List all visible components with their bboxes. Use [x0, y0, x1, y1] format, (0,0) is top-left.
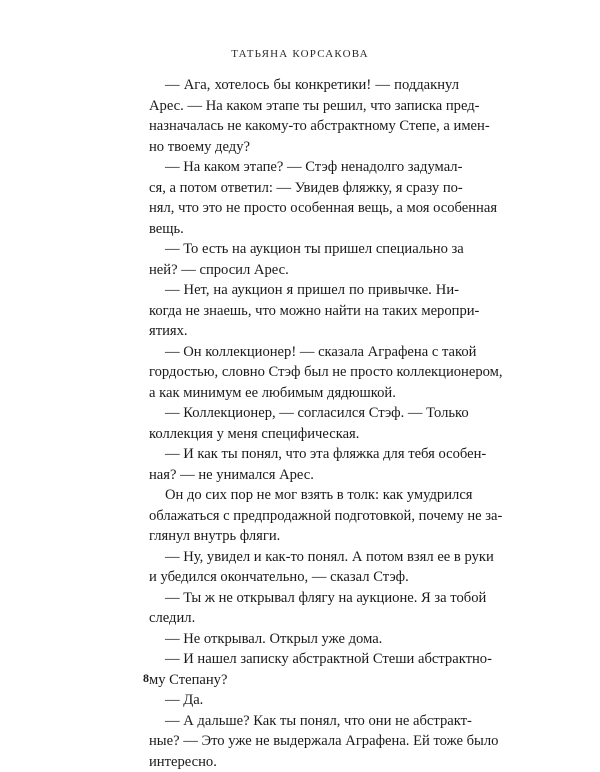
text-line: гордостью, словно Стэф был не просто коллекционером,	[149, 362, 459, 383]
page-number: 8	[143, 671, 149, 686]
text-line: Он до сих пор не мог взять в толк: как умудрился	[149, 485, 459, 506]
text-line: — Он коллекционер! — сказала Аграфена с такой	[149, 342, 459, 363]
text-line: му Степану?	[149, 670, 459, 691]
text-line: ная? — не унимался Арес.	[149, 465, 459, 486]
text-line: — На каком этапе? — Стэф ненадолго задумал-	[149, 157, 459, 178]
text-line: — Ага, хотелось бы конкретики! — поддакнул	[149, 75, 459, 96]
text-line: но твоему деду?	[149, 137, 459, 158]
text-line: интересно.	[149, 752, 459, 772]
text-line: коллекция у меня специфическая.	[149, 424, 459, 445]
text-line: — Да.	[149, 690, 459, 711]
text-line: ятиях.	[149, 321, 459, 342]
text-line: когда не знаешь, что можно найти на таких меропри-	[149, 301, 459, 322]
text-line: — То есть на аукцион ты пришел специально за	[149, 239, 459, 260]
text-line: — Ну, увидел и как-то понял. А потом взял ее в руки	[149, 547, 459, 568]
text-line: назначалась не какому-то абстрактному Степе, а имен-	[149, 116, 459, 137]
text-line: ся, а потом ответил: — Увидев фляжку, я сразу по-	[149, 178, 459, 199]
running-head-author: ТАТЬЯНА КОРСАКОВА	[0, 48, 600, 60]
body-text	[149, 75, 459, 772]
text-line: — И как ты понял, что эта фляжка для тебя особен-	[149, 444, 459, 465]
text-line: — Ты ж не открывал флягу на аукционе. Я за тобой	[149, 588, 459, 609]
text-line: глянул внутрь фляги.	[149, 526, 459, 547]
text-line: следил.	[149, 608, 459, 629]
text-line: Арес. — На каком этапе ты решил, что записка пред-	[149, 96, 459, 117]
text-line: — Нет, на аукцион я пришел по привычке. Ни-	[149, 280, 459, 301]
text-line: вещь.	[149, 219, 459, 240]
text-line: и убедился окончательно, — сказал Стэф.	[149, 567, 459, 588]
text-line: ные? — Это уже не выдержала Аграфена. Ей тоже было	[149, 731, 459, 752]
text-line: — А дальше? Как ты понял, что они не абстракт-	[149, 711, 459, 732]
text-line: ней? — спросил Арес.	[149, 260, 459, 281]
text-line: нял, что это не просто особенная вещь, а моя особенная	[149, 198, 459, 219]
text-line: а как минимум ее любимым дядюшкой.	[149, 383, 459, 404]
text-line: — Не открывал. Открыл уже дома.	[149, 629, 459, 650]
text-line: — Коллекционер, — согласился Стэф. — Только	[149, 403, 459, 424]
text-line: облажаться с предпродажной подготовкой, почему не за-	[149, 506, 459, 527]
text-line: — И нашел записку абстрактной Стеши абстрактно-	[149, 649, 459, 670]
